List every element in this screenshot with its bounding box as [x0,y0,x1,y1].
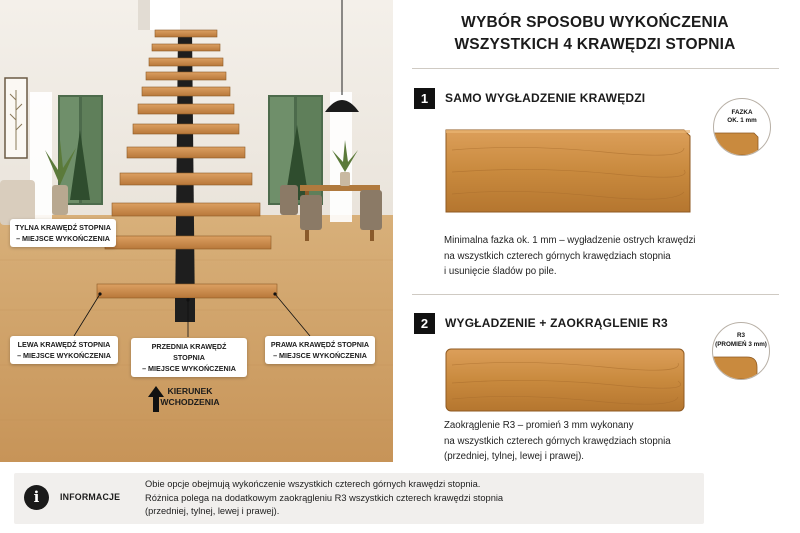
option-1-zoom-label2: OK. 1 mm [727,117,757,124]
direction-line2: WCHODZENIA [160,397,220,407]
callout-right-edge [265,336,375,364]
option-2-zoom-label1: R3 [736,332,746,339]
callout-left-line2: – MIEJSCE WYKOŃCZENIA [17,351,111,360]
option-2-board [444,347,686,413]
callout-back-line1: TYLNA KRAWĘDŹ STOPNIA [15,223,111,232]
title-divider [412,68,779,69]
title-line2: WSZYSTKICH 4 KRAWĘDZI STOPNIA [454,36,736,53]
callout-front-line2: – MIEJSCE WYKOŃCZENIA [142,364,236,373]
walking-direction [148,386,232,408]
callout-back-edge [10,219,116,247]
info-label: INFORMACJE [60,492,121,502]
arrow-up-icon [148,386,164,412]
option-2-edge-zoom [712,322,770,380]
rounded-edge-detail-icon [713,323,769,379]
option-1-board [444,128,692,214]
option-1-desc-line2: na wszystkich czterech górnych krawędziach stopnia [444,250,671,262]
callout-left-edge [10,336,118,364]
option-2-zoom-label2: (PROMIEŃ 3 mm) [715,341,767,348]
option-1-description [444,233,695,280]
info-text [145,478,503,519]
callout-left-line1: LEWA KRAWĘDŹ STOPNIA [17,340,111,349]
info-icon: i [24,485,49,510]
option-2-desc-line2: na wszystkich czterech górnych krawędziach stopnia [444,435,671,447]
info-line1: Obie opcje obejmują wykończenie wszystkich czterech górnych krawędzi stopnia. [145,479,481,489]
option-2-description [444,418,671,465]
title-line1: WYBÓR SPOSOBU WYKOŃCZENIA [461,14,729,31]
option-2-desc-line3: (przedniej, tylnej, lewej i prawej). [444,451,584,462]
option-1-edge-zoom [713,98,771,156]
info-line3: (przedniej, tylnej, lewej i prawej). [145,506,280,516]
info-line2: Różnica polega na dodatkowym zaokrągleniu R3 wszystkich czterech krawędzi stopnia [145,492,504,503]
option-1-zoom-label1: FAZKA [731,109,753,116]
direction-line1: KIERUNEK [167,386,213,396]
callout-right-line1: PRAWA KRAWĘDŹ STOPNIA [270,340,370,349]
info-box [14,473,704,524]
option-1-desc-line1: Minimalna fazka ok. 1 mm – wygładzenie ostrych krawędzi [444,235,696,246]
callout-back-line2: – MIEJSCE WYKOŃCZENIA [16,234,110,243]
option-2-title: WYGŁADZENIE + ZAOKRĄGLENIE R3 [445,316,668,330]
options-divider [412,294,779,295]
option-1-title: SAMO WYGŁADZENIE KRAWĘDZI [445,91,646,105]
chamfer-detail-icon [714,99,770,155]
page-title [410,12,780,56]
option-2-number: 2 [414,313,435,334]
callout-front-edge [131,338,247,377]
stairs-photo [0,0,393,462]
option-1-number: 1 [414,88,435,109]
option-2-desc-line1: Zaokrąglenie R3 – promień 3 mm wykonany [444,420,634,431]
option-1-desc-line3: i usunięcie śladów po pile. [444,266,557,277]
callout-right-line2: – MIEJSCE WYKOŃCZENIA [273,351,367,360]
callout-front-line1: PRZEDNIA KRAWĘDŹ STOPNIA [151,342,227,362]
